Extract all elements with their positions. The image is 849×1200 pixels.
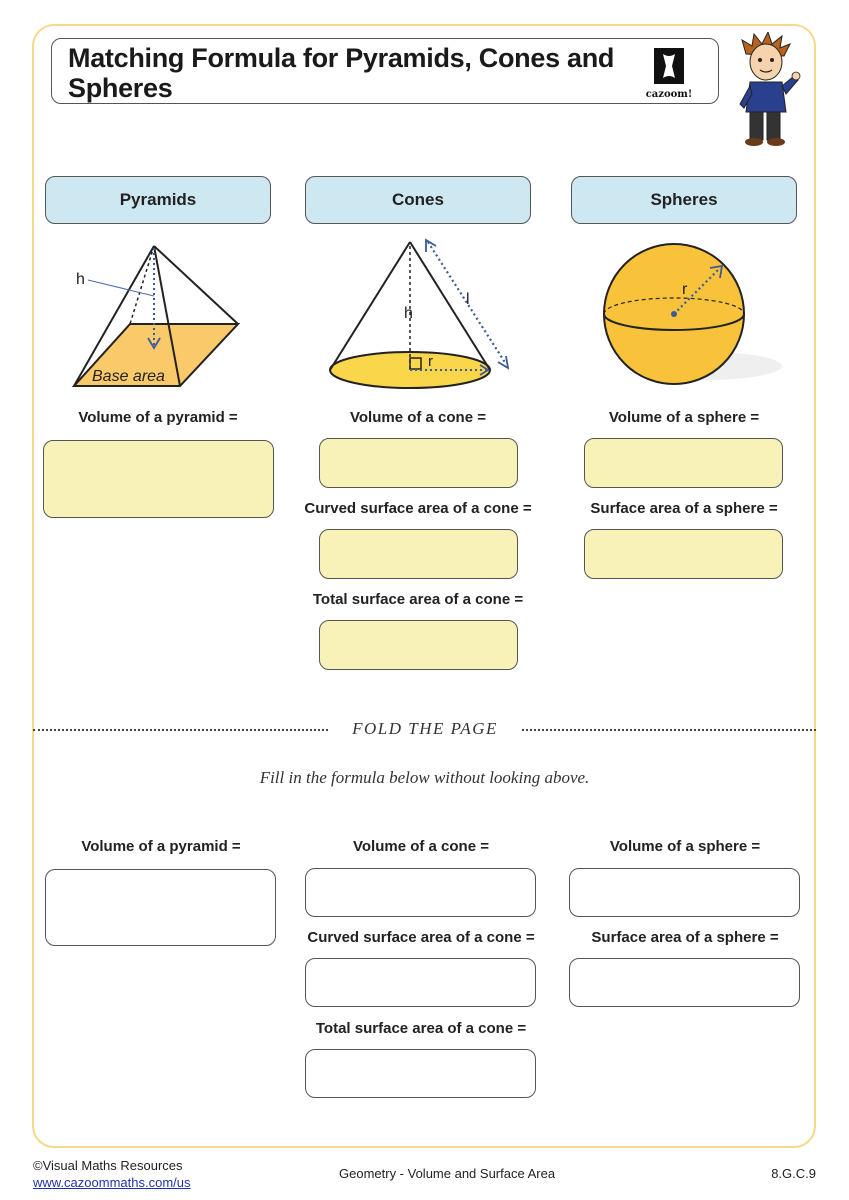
top-cone-volume-label: Volume of a cone = (349, 409, 486, 426)
fold-text: FOLD THE PAGE (352, 719, 498, 738)
pyramid-base-label: Base area (92, 368, 165, 385)
header-pyramids: Pyramids (45, 176, 271, 224)
top-sphere-volume-box[interactable] (584, 438, 783, 488)
footer-left (33, 1157, 191, 1191)
top-sphere-surface-box[interactable] (584, 529, 783, 579)
fold-line-left (33, 729, 328, 731)
bottom-pyramid-volume-label: Volume of a pyramid = (81, 838, 241, 855)
cone-slant-label: l (466, 291, 470, 308)
instruction-text: Fill in the formula below without looking above. (259, 768, 590, 787)
sphere-radius-label: r (682, 281, 688, 298)
logo-text: cazoom! (645, 89, 693, 100)
logo-mark-icon (636, 46, 702, 86)
cone-diagram (322, 234, 518, 394)
cazoom-logo (636, 46, 702, 100)
bottom-sphere-volume-box[interactable] (569, 868, 800, 917)
top-pyramid-volume-box[interactable] (43, 440, 274, 518)
header-spheres: Spheres (571, 176, 797, 224)
header-cones: Cones (305, 176, 531, 224)
pyramid-diagram (60, 240, 250, 392)
page-title: Matching Formula for Pyramids, Cones and Spheres (68, 43, 615, 103)
top-pyramid-volume-label: Volume of a pyramid = (78, 409, 238, 426)
bottom-sphere-surface-label: Surface area of a sphere = (591, 929, 779, 946)
sphere-diagram (596, 240, 786, 390)
top-sphere-surface-label: Surface area of a sphere = (590, 500, 778, 517)
bottom-cone-curved-label: Curved surface area of a cone = (307, 929, 535, 946)
top-cone-volume-box[interactable] (319, 438, 518, 488)
mascot-boy-illustration (732, 32, 802, 150)
cone-radius-label: r (428, 353, 433, 370)
bottom-sphere-volume-label: Volume of a sphere = (609, 838, 761, 855)
top-cone-total-label: Total surface area of a cone = (312, 591, 524, 608)
bottom-pyramid-volume-box[interactable] (45, 869, 276, 946)
fold-line-right (522, 729, 816, 731)
title-box (51, 38, 719, 104)
bottom-cone-volume-box[interactable] (305, 868, 536, 917)
bottom-cone-total-box[interactable] (305, 1049, 536, 1098)
cone-height-label: h (404, 305, 413, 322)
top-cone-total-box[interactable] (319, 620, 518, 670)
top-cone-curved-box[interactable] (319, 529, 518, 579)
top-sphere-volume-label: Volume of a sphere = (608, 409, 760, 426)
bottom-cone-volume-label: Volume of a cone = (352, 838, 489, 855)
footer-topic: Geometry - Volume and Surface Area (339, 1166, 556, 1181)
bottom-sphere-surface-box[interactable] (569, 958, 800, 1007)
footer-copyright: ©Visual Maths Resources (33, 1158, 183, 1173)
bottom-cone-total-label: Total surface area of a cone = (315, 1020, 527, 1037)
footer-url-link[interactable]: www.cazoommaths.com/us (33, 1175, 191, 1190)
footer-code: 8.G.C.9 (771, 1166, 816, 1181)
pyramid-height-label: h (76, 271, 85, 288)
top-cone-curved-label: Curved surface area of a cone = (304, 500, 532, 517)
bottom-cone-curved-box[interactable] (305, 958, 536, 1007)
